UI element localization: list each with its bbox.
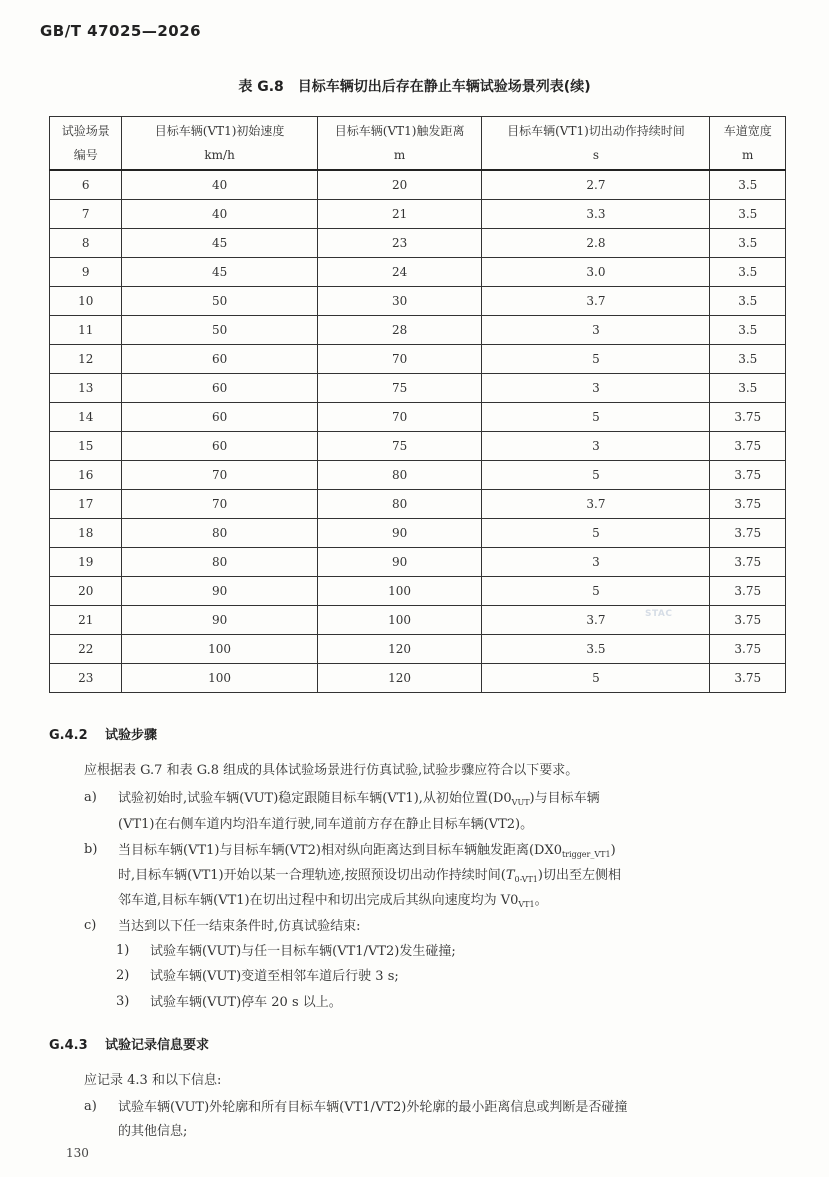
table-cell: 16: [50, 461, 122, 490]
list-label-a: a): [84, 790, 97, 805]
watermark-logo: STAC: [645, 609, 673, 619]
header-unit: m: [742, 148, 754, 162]
table-cell: 13: [50, 374, 122, 403]
table-cell: 3.5: [710, 345, 786, 374]
table-row: [50, 577, 786, 606]
table-cell: 21: [317, 200, 482, 229]
table-row: [50, 403, 786, 432]
table-cell: 3.5: [482, 635, 710, 664]
table-cell: 3.7: [482, 606, 710, 635]
table-cell: 50: [122, 287, 317, 316]
table-cell: 60: [122, 432, 317, 461]
table-cell: 70: [122, 461, 317, 490]
table-cell: 100: [122, 664, 317, 693]
table-cell: 9: [50, 258, 122, 287]
table-row: [50, 548, 786, 577]
table-cell: 12: [50, 345, 122, 374]
column-header-trigger-distance: [317, 117, 482, 171]
table-cell: 70: [317, 403, 482, 432]
table-cell: 3.7: [482, 490, 710, 519]
column-header-initial-speed: [122, 117, 317, 171]
table-cell: 5: [482, 519, 710, 548]
table-cell: 5: [482, 403, 710, 432]
header-label: 试验场景: [61, 124, 110, 138]
table-cell: 3.75: [710, 548, 786, 577]
table-cell: 18: [50, 519, 122, 548]
list-item-b-line2: 时,目标车辆(VT1)开始以某一合理轨迹,按照预设切出动作持续时间$(T_{0-VT1})$切出至左侧相: [118, 868, 621, 884]
table-cell: 120: [317, 664, 482, 693]
table-cell: 70: [122, 490, 317, 519]
table-cell: 90: [122, 606, 317, 635]
table-cell: 3.5: [710, 258, 786, 287]
table-cell: 3.5: [710, 287, 786, 316]
table-cell: 19: [50, 548, 122, 577]
table-cell: 5: [482, 664, 710, 693]
sublist-label-2: 2): [116, 968, 130, 983]
table-caption: 表 G.8 目标车辆切出后存在静止车辆试验场景列表(续): [238, 79, 591, 95]
sublist-item-1: 试验车辆(VUT)与任一目标车辆(VT1/VT2)发生碰撞;: [150, 944, 456, 959]
table-cell: 7: [50, 200, 122, 229]
section-heading-g43: [49, 1034, 209, 1053]
table-cell: 22: [50, 635, 122, 664]
table-cell: 100: [122, 635, 317, 664]
table-cell: 3: [482, 432, 710, 461]
table-cell: 60: [122, 403, 317, 432]
table-row: [50, 170, 786, 200]
header-label: 目标车辆(VT1)初始速度: [154, 124, 285, 138]
table-cell: 3.7: [482, 287, 710, 316]
page-number: 130: [66, 1146, 89, 1160]
table-cell: 2.7: [482, 170, 710, 200]
paragraph-intro: 应根据表 G.7 和表 G.8 组成的具体试验场景进行仿真试验,试验步骤应符合以下要求。: [84, 763, 579, 778]
table-cell: 23: [317, 229, 482, 258]
list-label-c: c): [84, 918, 97, 933]
table-row: [50, 287, 786, 316]
list-item-b-line1: 当目标车辆(VT1)与目标车辆(VT2)相对纵向距离达到目标车辆触发距离$(DX0_{trigger\_VT1})$: [118, 843, 616, 859]
table-cell: 3.0: [482, 258, 710, 287]
table-cell: 21: [50, 606, 122, 635]
paragraph-record-intro: 应记录 4.3 和以下信息:: [84, 1073, 222, 1088]
table-cell: 17: [50, 490, 122, 519]
table-cell: 3.5: [710, 170, 786, 200]
table-cell: 80: [317, 490, 482, 519]
table-row: [50, 432, 786, 461]
table-cell: 20: [317, 170, 482, 200]
column-header-lane-width: [710, 117, 786, 171]
table-cell: 75: [317, 374, 482, 403]
table-row: [50, 519, 786, 548]
table-cell: 14: [50, 403, 122, 432]
list-item-a-line1: 试验初始时,试验车辆(VUT)稳定跟随目标车辆(VT1),从初始位置$(D0_{VUT})$与目标车辆: [118, 791, 600, 807]
section-number: G.4.2: [49, 728, 88, 743]
list-label-a: a): [84, 1099, 97, 1114]
table-cell: 120: [317, 635, 482, 664]
table-cell: 60: [122, 374, 317, 403]
table-row: [50, 345, 786, 374]
table-cell: 80: [122, 548, 317, 577]
table-cell: 45: [122, 229, 317, 258]
table-cell: 23: [50, 664, 122, 693]
scenario-table: [49, 116, 786, 693]
table-cell: 45: [122, 258, 317, 287]
header-label: 目标车辆(VT1)触发距离: [334, 124, 465, 138]
table-row: [50, 229, 786, 258]
header-unit: km/h: [204, 148, 235, 162]
table-cell: 90: [317, 519, 482, 548]
list-label-b: b): [84, 842, 98, 857]
table-cell: 3.75: [710, 606, 786, 635]
table-cell: 80: [317, 461, 482, 490]
table-cell: 2.8: [482, 229, 710, 258]
list-item-b-line3: 邻车道,目标车辆(VT1)在切出过程中和切出完成后其纵向速度均为 $V0_{VT1}$。: [118, 893, 548, 909]
table-row: [50, 664, 786, 693]
header-label: 车道宽度: [723, 124, 772, 138]
table-cell: 100: [317, 606, 482, 635]
table-cell: 8: [50, 229, 122, 258]
list-item-a-line2: (VT1)在右侧车道内均沿车道行驶,同车道前方存在静止目标车辆(VT2)。: [118, 817, 534, 832]
sublist-item-3: 试验车辆(VUT)停车 20 s 以上。: [150, 995, 342, 1010]
table-cell: 20: [50, 577, 122, 606]
table-cell: 3.5: [710, 229, 786, 258]
table-cell: 3.75: [710, 519, 786, 548]
table-cell: 80: [122, 519, 317, 548]
sublist-label-1: 1): [116, 943, 130, 958]
table-cell: 3: [482, 316, 710, 345]
table-cell: 3: [482, 548, 710, 577]
table-row: [50, 258, 786, 287]
table-cell: 3.5: [710, 374, 786, 403]
table-cell: 75: [317, 432, 482, 461]
table-cell: 3.75: [710, 635, 786, 664]
table-cell: 3.75: [710, 403, 786, 432]
header-label: 目标车辆(VT1)切出动作持续时间: [507, 124, 685, 138]
table-cell: 28: [317, 316, 482, 345]
table-cell: 3.75: [710, 577, 786, 606]
table-row: [50, 200, 786, 229]
sublist-item-2: 试验车辆(VUT)变道至相邻车道后行驶 3 s;: [150, 969, 399, 984]
table-cell: 5: [482, 345, 710, 374]
table-cell: 40: [122, 170, 317, 200]
table-cell: 3.75: [710, 490, 786, 519]
table-cell: 5: [482, 577, 710, 606]
column-header-scenario-id: [50, 117, 122, 171]
standard-number: GB/T 47025—2026: [40, 22, 202, 40]
table-cell: 5: [482, 461, 710, 490]
table-row: [50, 635, 786, 664]
section-heading-g42: [49, 724, 157, 743]
table-row: [50, 606, 786, 635]
table-cell: 70: [317, 345, 482, 374]
table-row: [50, 461, 786, 490]
table-row: [50, 374, 786, 403]
table-cell: 3.5: [710, 316, 786, 345]
table-cell: 3.75: [710, 432, 786, 461]
header-unit: s: [592, 148, 600, 162]
table-cell: 10: [50, 287, 122, 316]
table-cell: 3.75: [710, 461, 786, 490]
table-row: [50, 490, 786, 519]
list-item-c: 当达到以下任一结束条件时,仿真试验结束:: [118, 919, 361, 934]
table-cell: 100: [317, 577, 482, 606]
table-cell: 60: [122, 345, 317, 374]
table-cell: 3.3: [482, 200, 710, 229]
table-header-row: [50, 117, 786, 171]
section-number: G.4.3: [49, 1038, 88, 1053]
column-header-cutout-duration: [482, 117, 710, 171]
table-cell: 24: [317, 258, 482, 287]
section-title: 试验步骤: [105, 728, 158, 743]
table-cell: 3.5: [710, 200, 786, 229]
list-item-a-line1: 试验车辆(VUT)外轮廓和所有目标车辆(VT1/VT2)外轮廓的最小距离信息或判断是否碰撞: [118, 1100, 628, 1115]
section-title: 试验记录信息要求: [105, 1038, 210, 1053]
list-item-a-line2: 的其他信息;: [118, 1124, 188, 1139]
header-unit: m: [393, 148, 406, 162]
table-cell: 15: [50, 432, 122, 461]
table-cell: 90: [122, 577, 317, 606]
sublist-label-3: 3): [116, 994, 130, 1009]
table-cell: 11: [50, 316, 122, 345]
table-cell: 3.75: [710, 664, 786, 693]
header-unit: 编号: [73, 148, 98, 162]
table-row: [50, 316, 786, 345]
table-cell: 6: [50, 170, 122, 200]
table-cell: 90: [317, 548, 482, 577]
table-cell: 40: [122, 200, 317, 229]
table-cell: 30: [317, 287, 482, 316]
table-cell: 50: [122, 316, 317, 345]
table-cell: 3: [482, 374, 710, 403]
